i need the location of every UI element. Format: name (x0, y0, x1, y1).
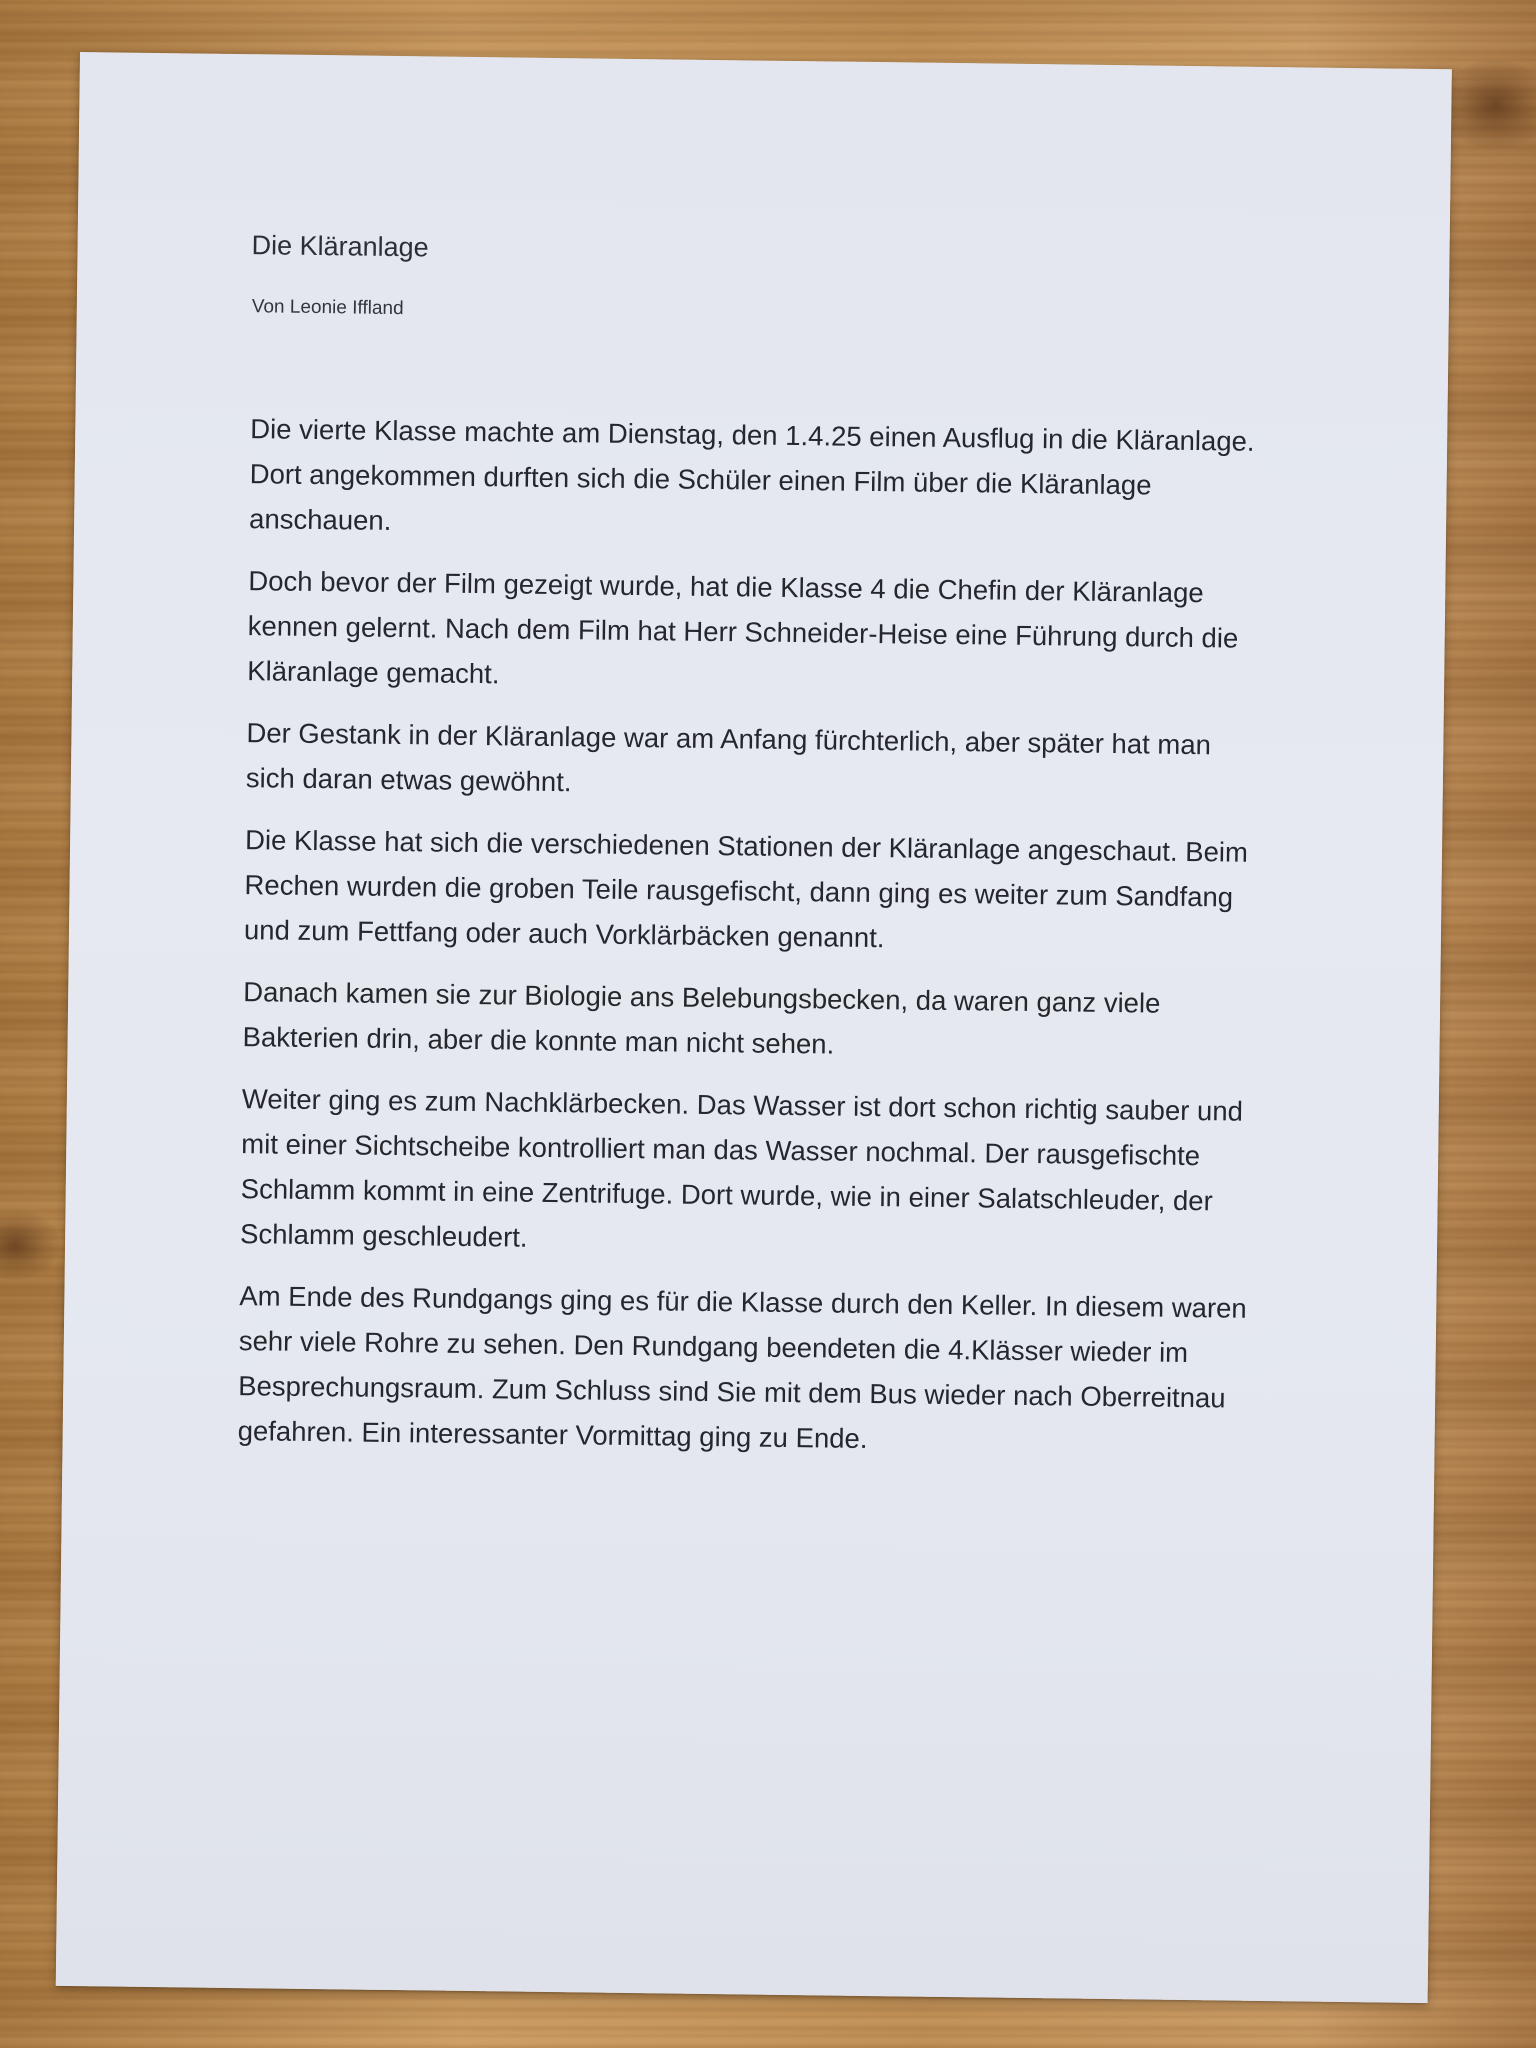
paragraph: Am Ende des Rundgangs ging es für die Klasse durch den Keller. In diesem waren sehr viele Rohre zu sehen. Den Rundgang beendeten die 4.Klässer wieder im Besprechungsraum. Zum Schluss sind Sie mit dem Bus wieder nach Oberreitnau gefahren. Ein interessanter Vormittag ging zu Ende. (237, 1280, 1247, 1455)
paragraph: Weiter ging es zum Nachklärbecken. Das Wasser ist dort schon richtig sauber und mit einer Sichtscheibe kontrolliert man das Wasser nochmal. Der rausgefischte Schlamm kommt in eine Zentrifuge. Dort wurde, wie in einer Salatschleuder, der Schlamm geschleudert. (239, 1083, 1244, 1253)
paragraph: Danach kamen sie zur Biologie ans Belebungsbecken, da waren ganz viele Bakterien drin, aber die konnte man nicht sehen. (242, 976, 1161, 1060)
document-author: Von Leonie Iffland (251, 296, 404, 320)
paper-sheet (56, 52, 1452, 2003)
wood-knot (1440, 60, 1536, 150)
document-body (237, 406, 1270, 1483)
paragraph: Doch bevor der Film gezeigt wurde, hat die Klasse 4 die Chefin der Kläranlage kennen gelernt. Nach dem Film hat Herr Schneider-Heise eine Führung durch die Kläranlage gemacht. (247, 565, 1239, 690)
wood-knot (0, 1210, 60, 1280)
paragraph: Die vierte Klasse machte am Dienstag, den 1.4.25 einen Ausflug in die Kläranlage. Dort angekommen durften sich die Schüler einen Film über die Kläranlage anschauen. (248, 413, 1255, 536)
paragraph: Der Gestank in der Kläranlage war am Anfang fürchterlich, aber später hat man sich daran etwas gewöhnt. (245, 717, 1212, 798)
document-title: Die Kläranlage (251, 230, 429, 263)
paragraph: Die Klasse hat sich die verschiedenen Stationen der Kläranlage angeschaut. Beim Rechen wurden die groben Teile rausgefischt, dann ging es weiter zum Sandfang und zum Fettfang oder auch Vorklärbäcken genannt. (243, 824, 1249, 954)
